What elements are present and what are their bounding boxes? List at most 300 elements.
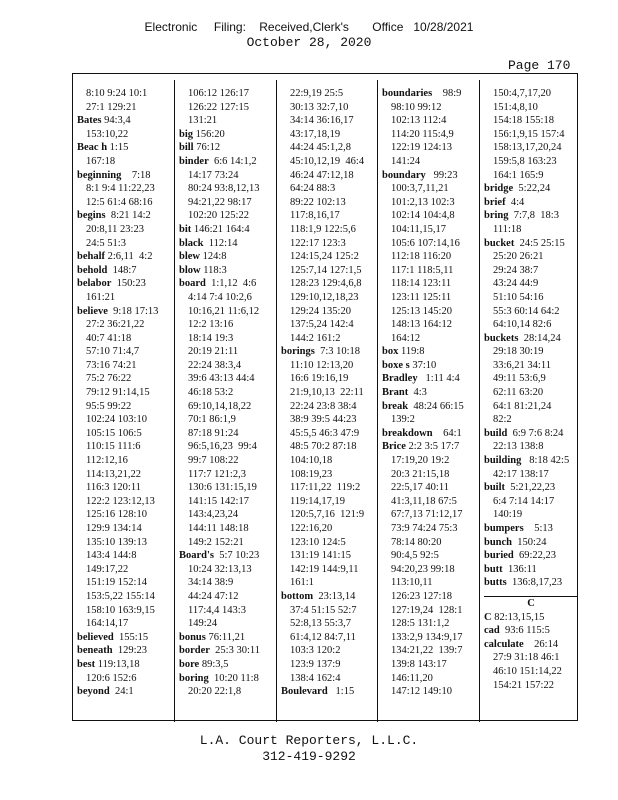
page-line-refs: 119:8 [398, 346, 425, 358]
page-line-refs: 126:23 127:18 [391, 590, 452, 602]
page-line-refs: 67:7,13 71:12,17 [391, 509, 463, 521]
reporter-name: L.A. Court Reporters, L.L.C. [199, 733, 419, 748]
index-entry-continuation [484, 651, 578, 665]
column-divider [276, 80, 277, 722]
page-line-refs: 17:19,20 19:2 [391, 455, 450, 467]
page-line-refs: 79:12 91:14,15 [86, 387, 150, 399]
index-term: butts [484, 577, 507, 589]
index-term: bonus [179, 631, 206, 643]
index-entry-continuation [484, 305, 578, 319]
column-divider [174, 80, 175, 722]
index-entry-continuation [281, 658, 375, 672]
page-line-refs: 48:5 70:2 87:18 [290, 441, 357, 453]
index-entry [179, 155, 273, 169]
index-term: bottom [281, 590, 314, 602]
page-line-refs: 12:2 13:16 [188, 319, 234, 331]
index-term: borings [281, 346, 315, 358]
index-entry-continuation [382, 196, 476, 210]
index-entry-continuation [281, 209, 375, 223]
page-line-refs: 10:16,21 11:6,12 [188, 305, 260, 317]
index-entry-continuation [179, 359, 273, 373]
index-entry-continuation [179, 563, 273, 577]
page-line-refs: 150:24 [512, 536, 547, 548]
index-entry [77, 631, 171, 645]
index-entry [484, 332, 578, 346]
index-term: box [382, 346, 399, 358]
index-entry [77, 305, 171, 319]
page-line-refs: 8:1 9:4 11:22,23 [86, 183, 155, 195]
index-term: begins [77, 210, 106, 222]
page-line-refs: 122:16,20 [290, 523, 333, 534]
page-line-refs: 158:10 163:9,15 [86, 604, 155, 616]
index-entry-continuation [179, 400, 273, 414]
index-entry-continuation [281, 454, 375, 468]
index-entry-continuation [77, 672, 171, 686]
index-entry-continuation [382, 495, 476, 509]
index-term: buckets [484, 332, 519, 344]
page-line-refs: 139:8 143:17 [391, 658, 447, 670]
page-line-refs: 143:4,23,24 [188, 509, 239, 521]
index-entry-continuation [77, 400, 171, 414]
page-line-refs: 141:15 142:17 [188, 495, 249, 507]
page-line-refs: 1:15 [327, 686, 355, 698]
page-line-refs: 159:5,8 163:23 [493, 155, 557, 167]
index-entry [484, 624, 578, 638]
page-line-refs: 156:1,9,15 157:4 [493, 128, 565, 140]
index-entry-continuation [77, 223, 171, 237]
index-entry [179, 277, 273, 291]
page-line-refs: 101:2,13 102:3 [391, 196, 455, 208]
page-line-refs: 123:9 137:9 [290, 658, 341, 670]
index-entry [484, 237, 578, 251]
page-line-refs: 14:17 73:24 [188, 169, 239, 181]
page-line-refs: 61:4,12 84:7,11 [290, 631, 356, 643]
index-entry-continuation [484, 114, 578, 128]
page-line-refs: 5:21,22,23 [505, 482, 556, 494]
page-line-refs: 25:3 30:11 [209, 645, 260, 657]
index-entry-continuation [77, 454, 171, 468]
page-line-refs: 20:20 22:1,8 [188, 686, 242, 698]
index-term: board [179, 278, 206, 290]
index-term: boring [179, 672, 209, 684]
page-line-refs: 27:1 129:21 [86, 101, 137, 113]
index-entry [484, 563, 578, 577]
index-entry [77, 114, 171, 128]
page-line-refs: 76:11,21 [205, 631, 246, 643]
page-line-refs: 105:6 107:14,16 [391, 237, 460, 249]
index-entry-continuation [484, 413, 578, 427]
page-line-refs: 45:5,5 46:3 47:9 [290, 427, 360, 439]
letter-heading: C [527, 597, 535, 609]
page-line-refs: 51:10 54:16 [493, 291, 544, 303]
index-term: cad [484, 625, 500, 637]
page-line-refs: 104:10,18 [290, 455, 333, 467]
index-entry-continuation [281, 413, 375, 427]
index-entry [179, 672, 273, 686]
page-line-refs: 90:4,5 92:5 [391, 550, 439, 562]
index-entry-continuation [382, 563, 476, 577]
page-line-refs: 43:24 44:9 [493, 278, 539, 290]
page-line-refs: 114:13,21,22 [86, 468, 142, 480]
page-line-refs: 46:18 53:2 [188, 387, 234, 399]
index-entry [179, 141, 273, 155]
page-line-refs: 129:23 [112, 645, 148, 657]
index-entry-continuation [281, 563, 375, 577]
page-line-refs: 80:24 93:8,12,13 [188, 183, 260, 195]
index-term: black [179, 237, 204, 249]
index-entry-continuation [179, 291, 273, 305]
page-line-refs: 46:10 151:14,22 [493, 665, 562, 677]
index-entry-continuation [179, 590, 273, 604]
index-entry-continuation [382, 114, 476, 128]
index-entry-continuation [484, 277, 578, 291]
hearing-date: October 28, 2020 [246, 35, 372, 50]
index-term: believed [77, 631, 114, 643]
page-line-refs: 131:19 141:15 [290, 550, 351, 562]
index-entry-continuation [179, 87, 273, 101]
page-line-refs: 111:18 [493, 223, 522, 235]
index-entry-continuation [281, 101, 375, 115]
index-entry-continuation [382, 128, 476, 142]
index-term: calculate [484, 638, 524, 650]
index-entry [179, 250, 273, 264]
page-line-refs: 113:10,11 [391, 577, 433, 589]
page-line-refs: 137:5,24 142:4 [290, 319, 354, 331]
page-line-refs: 27:2 36:21,22 [86, 319, 145, 331]
page-line-refs: 128:23 129:4,6,8 [290, 278, 362, 290]
index-entry [484, 209, 578, 223]
page-line-refs: 64:24 88:3 [290, 183, 336, 195]
index-entry-continuation [179, 522, 273, 536]
page-line-refs: 133:2,9 134:9,17 [391, 631, 463, 643]
index-entry-continuation [281, 141, 375, 155]
index-term: break [382, 400, 409, 412]
index-entry-continuation [484, 264, 578, 278]
page-line-refs: 33:6,21 34:11 [493, 359, 551, 371]
page-line-refs: 70:1 86:1,9 [188, 414, 236, 426]
page-line-refs: 131:21 [188, 115, 218, 127]
index-entry-continuation [382, 658, 476, 672]
index-entry-continuation [179, 617, 273, 631]
index-term: Brant [382, 387, 409, 399]
page-line-refs: 122:19 124:13 [391, 142, 452, 154]
index-entry [382, 427, 476, 441]
index-entry [179, 631, 273, 645]
index-term: build [484, 427, 508, 439]
index-term: behold [77, 264, 108, 276]
index-entry-continuation [281, 332, 375, 346]
page-line-refs: 29:24 38:7 [493, 264, 539, 276]
page-line-refs: 118:14 123:11 [391, 278, 452, 290]
page-line-refs: 7:7,8 18:3 [508, 210, 559, 222]
index-entry [77, 264, 171, 278]
index-entry [484, 576, 578, 590]
index-entry-continuation [484, 128, 578, 142]
index-entry-continuation [77, 549, 171, 563]
page-line-refs: 89:3,5 [199, 658, 229, 670]
index-entry-continuation [179, 182, 273, 196]
page-line-refs: 144:11 148:18 [188, 523, 249, 534]
page-line-refs: 40:7 41:18 [86, 332, 132, 344]
index-entry-continuation [382, 305, 476, 319]
index-entry-continuation [77, 590, 171, 604]
page-line-refs: 119:13,18 [95, 658, 140, 670]
page-line-refs: 82:13,15,15 [491, 611, 545, 623]
index-entry-continuation [77, 522, 171, 536]
index-entry-continuation [382, 223, 476, 237]
page-line-refs: 4:4 [505, 196, 525, 208]
page-line-refs: 149:2 152:21 [188, 536, 244, 548]
index-entry-continuation [179, 576, 273, 590]
index-entry-continuation [382, 549, 476, 563]
index-term: big [179, 128, 194, 140]
page-line-refs: 4:3 [408, 387, 427, 399]
index-entry-continuation [77, 237, 171, 251]
page-line-refs: 42:17 138:17 [493, 468, 549, 480]
page-line-refs: 104:11,15,17 [391, 223, 447, 235]
column-divider [479, 80, 480, 722]
index-entry [484, 196, 578, 210]
page-line-refs: 6:6 14:1,2 [208, 155, 257, 167]
index-entry-continuation [281, 495, 375, 509]
page-line-refs: 123:10 124:5 [290, 536, 346, 548]
index-entry [484, 481, 578, 495]
index-entry-continuation [77, 332, 171, 346]
page-line-refs: 52:8,13 55:3,7 [290, 618, 351, 630]
index-entry-continuation [484, 291, 578, 305]
page-line-refs: 110:15 111:6 [86, 441, 141, 453]
index-entry [484, 454, 578, 468]
index-entry-continuation [382, 182, 476, 196]
index-entry-continuation [281, 427, 375, 441]
page-line-refs: 29:18 30:19 [493, 346, 544, 358]
index-entry [281, 345, 375, 359]
index-entry [179, 264, 273, 278]
page-line-refs: 161:1 [290, 577, 314, 589]
page-line-refs: 122:17 123:3 [290, 237, 346, 249]
index-entry-continuation [281, 223, 375, 237]
page-number: Page 170 [508, 58, 571, 73]
index-entry-continuation [382, 237, 476, 251]
page-line-refs: 22:24 23:8 38:4 [290, 400, 357, 412]
page-line-refs: 48:24 66:15 [408, 400, 464, 412]
page-line-refs: 143:4 144:8 [86, 550, 137, 562]
page-line-refs: 89:22 102:13 [290, 196, 346, 208]
index-entry [179, 128, 273, 142]
index-term: beneath [77, 645, 113, 657]
page-line-refs: 69:10,14,18,22 [188, 400, 252, 412]
page-line-refs: 158:13,17,20,24 [493, 142, 562, 154]
page-line-refs: 7:18 [121, 169, 151, 181]
page-line-refs: 1:11 4:4 [417, 373, 460, 385]
index-entry-continuation [179, 101, 273, 115]
index-entry-continuation [77, 196, 171, 210]
page-line-refs: 120:6 152:6 [86, 672, 137, 684]
index-entry [382, 386, 476, 400]
index-entry-continuation [382, 522, 476, 536]
page-line-refs: 167:18 [86, 155, 116, 167]
page-line-refs: 149:17,22 [86, 563, 129, 575]
index-entry [77, 209, 171, 223]
page-line-refs: 24:5 25:15 [514, 237, 565, 249]
page-line-refs: 139:2 [391, 414, 415, 426]
page-line-refs: 155:15 [113, 631, 149, 643]
index-entry-continuation [484, 250, 578, 264]
index-entry-continuation [179, 372, 273, 386]
index-entry-continuation [281, 536, 375, 550]
page-line-refs: 156:20 [193, 128, 225, 140]
page-line-refs: 98:9 [432, 88, 462, 99]
page-line-refs: 150:4,7,17,20 [493, 88, 552, 99]
page-line-refs: 106:12 126:17 [188, 88, 249, 99]
page-line-refs: 11:10 12:13,20 [290, 359, 354, 371]
index-entry-continuation [484, 679, 578, 693]
page-line-refs: 153:5,22 155:14 [86, 590, 155, 602]
index-term: bridge [484, 183, 514, 195]
page-line-refs: 161:21 [86, 291, 116, 303]
page-line-refs: 22:24 38:3,4 [188, 359, 242, 371]
index-entry-continuation [484, 400, 578, 414]
index-term: believe [77, 305, 108, 317]
page-line-refs: 108:19,23 [290, 468, 333, 480]
index-entry [382, 440, 476, 454]
index-term: bit [179, 223, 192, 235]
index-column-4 [382, 87, 476, 699]
filing-stamp: Electronic Filing: Received,Clerk's Office 10/28/2021 [144, 20, 474, 34]
page-line-refs: 55:3 60:14 64:2 [493, 305, 560, 317]
page-line-refs: 2:6,11 4:2 [105, 251, 153, 263]
page-line-refs: 124:8 [200, 251, 227, 263]
index-term: built [484, 482, 506, 494]
index-term: breakdown [382, 427, 433, 439]
index-entry-continuation [281, 522, 375, 536]
page-line-refs: 64:1 [432, 427, 462, 439]
page-line-refs: 87:18 91:24 [188, 427, 239, 439]
index-entry-continuation [77, 87, 171, 101]
index-entry-continuation [484, 372, 578, 386]
index-entry [179, 658, 273, 672]
index-entry-continuation [484, 665, 578, 679]
index-entry-continuation [77, 155, 171, 169]
index-entry-continuation [77, 291, 171, 305]
index-entry-continuation [382, 631, 476, 645]
index-entry-continuation [179, 169, 273, 183]
page-line-refs: 102:24 103:10 [86, 414, 147, 426]
page-line-refs: 8:21 14:2 [105, 210, 151, 222]
index-entry-continuation [179, 332, 273, 346]
page-line-refs: 94:3,4 [101, 115, 131, 127]
page-line-refs: 9:18 17:13 [107, 305, 159, 317]
index-entry-continuation [281, 87, 375, 101]
page-line-refs: 5:13 [523, 523, 553, 534]
page-line-refs: 103:3 120:2 [290, 645, 341, 657]
index-entry-continuation [281, 114, 375, 128]
index-entry-continuation [484, 318, 578, 332]
section-rule [484, 590, 578, 597]
page-line-refs: 127:19,24 128:1 [391, 604, 463, 616]
index-entry-continuation [281, 291, 375, 305]
index-column-5 [484, 87, 578, 692]
page-line-refs: 24:1 [109, 686, 134, 698]
index-entry-continuation [77, 128, 171, 142]
page-line-refs: 164:1 165:9 [493, 169, 544, 181]
page-line-refs: 1:15 [107, 142, 129, 154]
index-entry-continuation [484, 440, 578, 454]
page-line-refs: 151:4,8,10 [493, 101, 538, 113]
index-entry [77, 250, 171, 264]
index-entry-continuation [382, 277, 476, 291]
page-line-refs: 135:10 139:13 [86, 536, 147, 548]
page-line-refs: 118:3 [200, 264, 227, 276]
index-entry [484, 611, 578, 625]
index-entry-continuation [179, 508, 273, 522]
index-term: Board's [179, 550, 215, 562]
index-entry-continuation [179, 196, 273, 210]
page-line-refs: 134:21,22 139:7 [391, 645, 463, 657]
page-line-refs: 129:9 134:14 [86, 523, 142, 534]
index-entry-continuation [77, 604, 171, 618]
page-line-refs: 136:8,17,23 [506, 577, 563, 589]
page-line-refs: 122:2 123:12,13 [86, 495, 155, 507]
index-term: Brice [382, 441, 406, 453]
index-entry-continuation [77, 481, 171, 495]
page-line-refs: 140:19 [493, 509, 523, 521]
index-term: bore [179, 658, 200, 670]
index-entry [382, 359, 476, 373]
index-entry-continuation [281, 604, 375, 618]
index-entry-continuation [382, 101, 476, 115]
index-entry-continuation [179, 345, 273, 359]
index-entry-continuation [281, 182, 375, 196]
page-line-refs: 164:12 [391, 332, 421, 344]
index-entry-continuation [484, 87, 578, 101]
index-entry-continuation [281, 264, 375, 278]
index-term: bill [179, 142, 194, 154]
index-entry-continuation [77, 386, 171, 400]
index-entry-continuation [382, 413, 476, 427]
page-line-refs: 105:15 106:5 [86, 427, 142, 439]
page-line-refs: 126:22 127:15 [188, 101, 249, 113]
index-entry-continuation [484, 155, 578, 169]
page-line-refs: 22:5,17 40:11 [391, 482, 449, 494]
index-entry-continuation [281, 549, 375, 563]
index-entry-continuation [484, 495, 578, 509]
page-line-refs: 100:3,7,11,21 [391, 183, 449, 195]
index-entry-continuation [382, 590, 476, 604]
index-entry [179, 549, 273, 563]
page-line-refs: 102:13 112:4 [391, 115, 447, 127]
page-line-refs: 146:11,20 [391, 672, 433, 684]
page-line-refs: 39:6 43:13 44:4 [188, 373, 255, 385]
index-entry-continuation [77, 495, 171, 509]
page-line-refs: 44:24 45:1,2,8 [290, 142, 351, 154]
index-entry-continuation [77, 440, 171, 454]
page-line-refs: 34:14 36:16,17 [290, 115, 354, 127]
page-line-refs: 73:16 74:21 [86, 359, 137, 371]
index-entry [484, 638, 578, 652]
index-entry [179, 644, 273, 658]
page-line-refs: 5:7 10:23 [214, 550, 260, 562]
index-entry-continuation [281, 400, 375, 414]
index-entry [77, 685, 171, 699]
page-line-refs: 141:24 [391, 155, 421, 167]
index-entry-continuation [281, 508, 375, 522]
index-entry-continuation [281, 440, 375, 454]
index-entry-continuation [179, 209, 273, 223]
index-entry-continuation [382, 291, 476, 305]
page-line-refs: 7:3 10:18 [314, 346, 361, 358]
page-line-refs: 112:14 [203, 237, 238, 249]
